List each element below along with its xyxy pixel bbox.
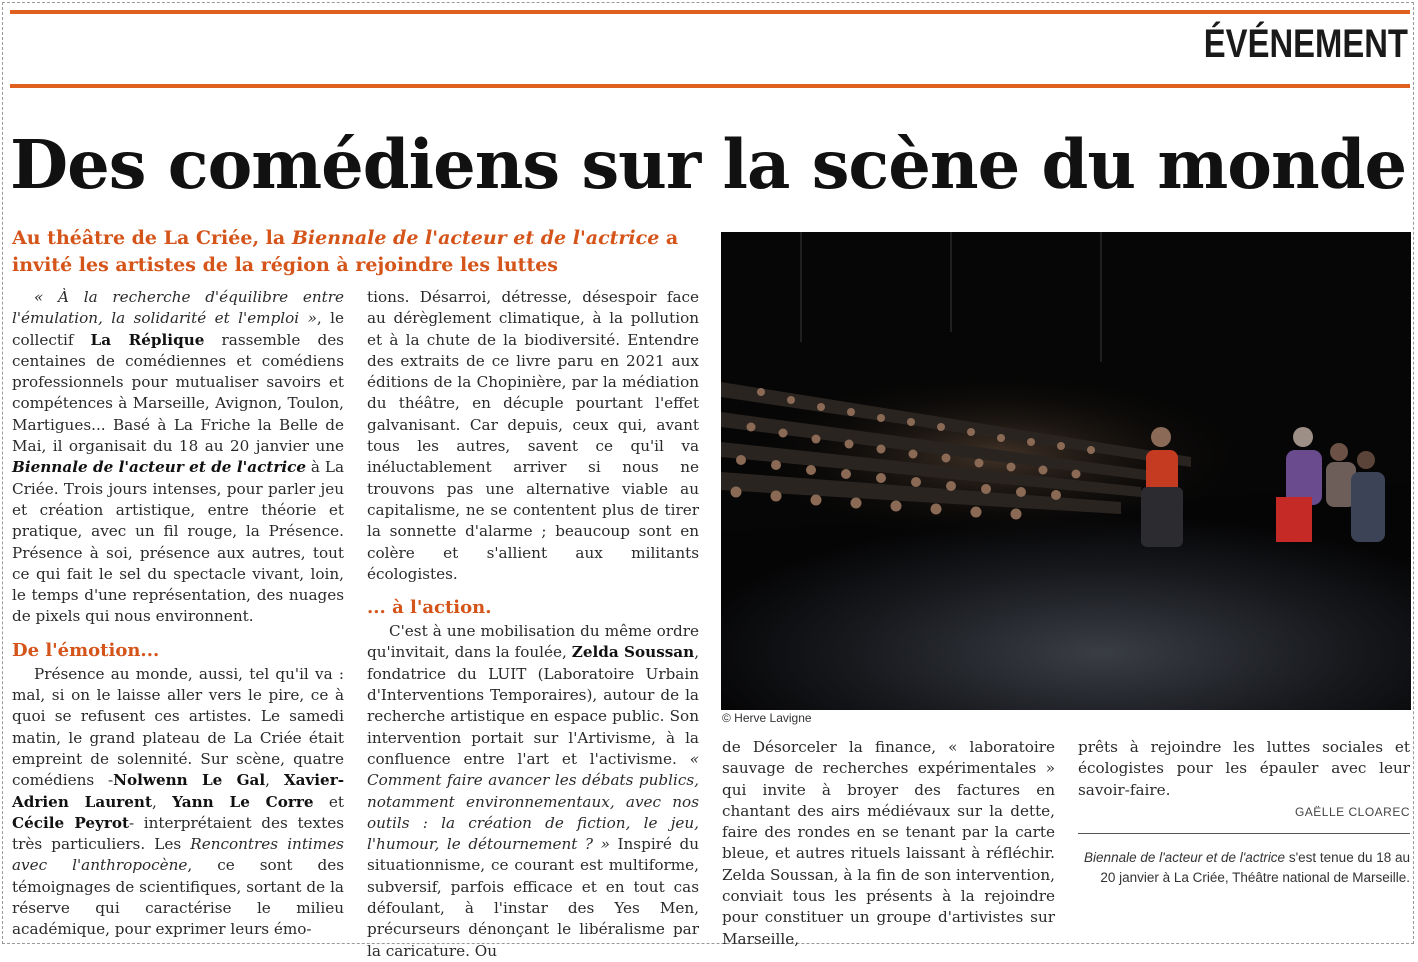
col1-paragraph-1 — [12, 287, 344, 628]
theatre-stage-image — [721, 232, 1411, 710]
col2-paragraph-2 — [367, 621, 699, 962]
standfirst — [12, 225, 732, 279]
col2-quote: « Comment faire avancer les débats publics, notamment environnementaux, avec nos outils : la création de fiction, le jeu, l'humour, le détournement ? » — [367, 749, 699, 854]
infobox — [1078, 848, 1410, 888]
col1-text-b: rassemble des centaines de comédiennes et comédiens professionnels pour mutualiser savoirs et compétences à Marseille, Avignon, Toulon, Martigues... Basé à La Friche la Belle de Mai, il organisait du 18 au 20 janvier une — [12, 330, 344, 456]
col1-text-c: à La Criée. Trois jours intenses, pour parler jeu et création artistique, entre théorie et pratique, avec un fil rouge, la Présence. Présence à soi, présence aux autres, tout ce qui fait le sel du spectacle vivant, loin, le temps d'une représentation, des nuages de pixels qui nous environnent. — [12, 458, 344, 626]
sep-3: et — [313, 792, 344, 811]
actor-name-1: Nolwenn Le Gal — [113, 771, 266, 790]
book-title: Rencontres intimes avec l'anthropocène — [12, 835, 344, 875]
col1-event-name: Biennale de l'acteur et de l'actrice — [12, 458, 307, 477]
byline: GAËLLE CLOAREC — [1294, 805, 1410, 819]
col2-text-b: , fondatrice du LUIT (Laboratoire Urbain d'Interventions Temporaires), autour de la recherche artistique en espace public. Son intervention portait sur l'Artivisme, à la confluence entre l'art et l'activisme. — [367, 643, 700, 768]
col2-text-c: Inspiré du situationnisme, ce courant est multiforme, subversif, parfois efficace et en tout cas défoulant, à l'instar des Yes Men, précurseurs dénonçant le libéralisme par la caricature. Ou — [367, 835, 699, 960]
article-column-1 — [12, 287, 344, 941]
stage-photo — [721, 232, 1411, 710]
speaker-name: Zelda Soussan — [571, 643, 695, 662]
col2-paragraph-1: tions. Désarroi, détresse, désespoir face au dérèglement climatique, à la pollution et à la chute de la biodiversité. Entendre des extraits de ce livre paru en 2021 aux éditions de la Chopinière, par la médiation du théâtre, en décuple pourtant l'effet galvanisant. Car depuis, ceux qui, avant tous les autres, savent ce qu'il va inéluctablement arriver si nous ne trouvons pas une alternative viable au capitalisme, ne se contentent plus de tirer la sonnette d'alarme ; beaucoup sont en colère et s'allient aux militants écologistes. — [367, 288, 699, 583]
col1-paragraph-2 — [12, 664, 344, 941]
infobox-rule — [1078, 833, 1410, 834]
standfirst-part2: a invité les artistes de la région à rejoindre les luttes — [12, 227, 679, 276]
col2-text-a: C'est à une mobilisation du même ordre qu'invitait, dans la foulée, — [367, 622, 699, 662]
section-label: ÉVÉNEMENT — [1203, 22, 1408, 66]
subhead-action: ... à l'action. — [367, 597, 492, 619]
standfirst-part1: Au théâtre de La Criée, la — [12, 227, 292, 249]
actor-name-4: Cécile Peyrot — [12, 813, 129, 832]
article-column-3 — [722, 737, 1055, 950]
actor-name-2: Xavier-Adrien Laurent — [12, 771, 344, 811]
col1-quote: « À la recherche d'équilibre entre l'émulation, la solidarité et l'emploi » — [12, 288, 344, 328]
col1-p2-text-b: - interprétaient des textes très particuliers. Les — [12, 813, 344, 854]
article-column-4 — [1078, 737, 1410, 801]
col4-paragraph-1: prêts à rejoindre les luttes sociales et écologistes pour les épauler avec leur savoir-faire. — [1078, 738, 1410, 799]
photo-credit: © Herve Lavigne — [722, 711, 812, 725]
sep-2: , — [151, 792, 173, 811]
col1-text-a: , le collectif — [12, 309, 344, 349]
subhead-emotion: De l'émotion... — [12, 639, 160, 661]
col1-p2-text-c: , ce sont des témoignages de scientifiques, sortant de la réserve qui caractérise le milieu académique, pour exprimer leurs émo- — [12, 856, 344, 939]
infobox-text: s'est tenue du 18 au 20 janvier à La Criée, Théâtre national de Marseille. — [1100, 850, 1410, 885]
headline: Des comédiens sur la scène du monde — [10, 125, 1407, 204]
col1-collective-name: La Réplique — [90, 330, 205, 349]
top-rule — [10, 10, 1410, 14]
col1-p2-text-a: Présence au monde, aussi, tel qu'il va : mal, si on le laisse aller vers le pire, ce à quoi se refusent ces artistes. Le samedi matin, le grand plateau de La Criée était empreint de solennité. Sur scène, quatre comédiens - — [12, 664, 344, 790]
standfirst-italic: Biennale de l'acteur et de l'actrice — [291, 227, 660, 249]
section-rule — [10, 84, 1410, 88]
article-column-2 — [367, 287, 699, 962]
sep-1: , — [265, 771, 284, 790]
col3-paragraph-1: de Désorceler la finance, « laboratoire sauvage de recherches expérimentales » qui invite à broyer des factures en chantant des airs médiévaux sur la dette, faire des rondes en se tenant par la carte bleue, et autres rituels laissant à réfléchir. Zelda Soussan, à la fin de son intervention, conviait tous les présents à la rejoindre pour constituer un groupe d'artivistes sur Marseille, — [722, 738, 1055, 948]
infobox-event-name: Biennale de l'acteur et de l'actrice — [1084, 850, 1286, 865]
actor-name-3: Yann Le Corre — [172, 792, 314, 811]
